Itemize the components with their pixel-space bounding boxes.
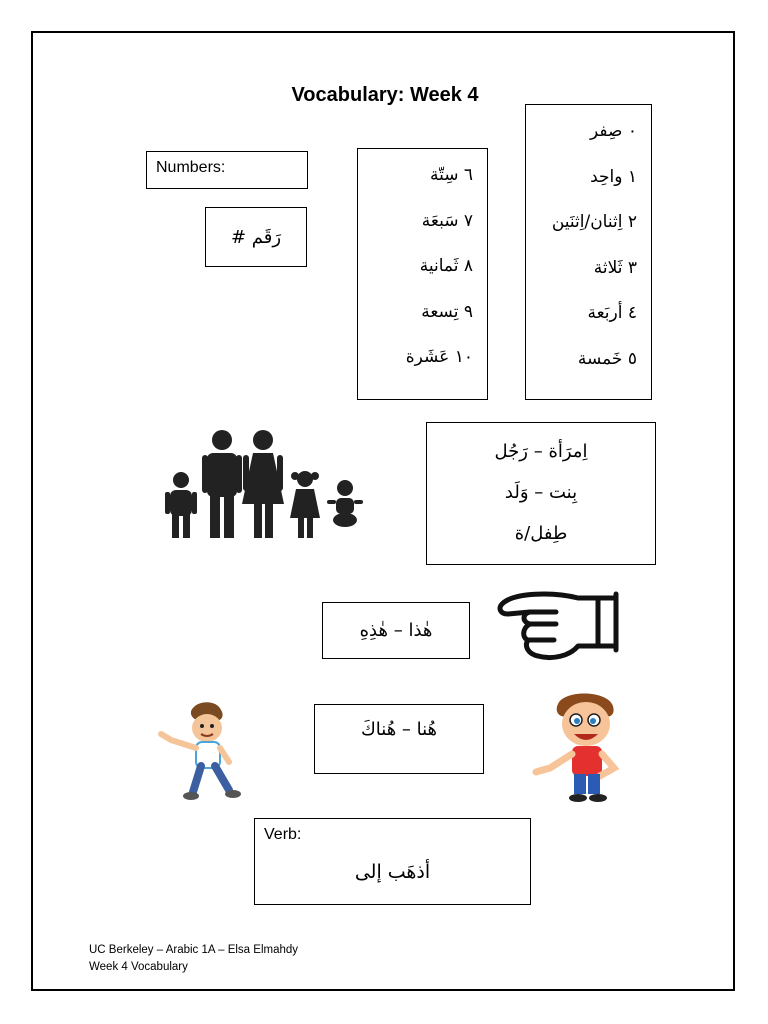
family-silhouette-icon <box>160 424 365 544</box>
numbers-6-10-box <box>357 148 488 400</box>
footer-line: UC Berkeley – Arabic 1A – Elsa Elmahdy <box>89 944 299 956</box>
number-item: ٥ خَمسة <box>577 348 637 369</box>
cartoon-boy-pointing <box>155 700 250 804</box>
family-word-line: اِمرَأة – رَجُل <box>494 441 588 462</box>
number-item: ٣ ثَلاثة <box>593 257 637 278</box>
cartoon-boy-presenting <box>530 688 640 804</box>
number-item: ٠ صِفر <box>590 121 637 141</box>
numbers-label-box <box>146 151 308 189</box>
numbers-label: Numbers: <box>156 159 226 176</box>
raqm-box <box>205 207 307 267</box>
family-word-line: طِفل/ة <box>514 523 568 544</box>
footer-line: Week 4 Vocabulary <box>89 961 188 973</box>
numbers-0-5-box <box>525 104 652 400</box>
number-item: ٨ ثَمانية <box>419 256 473 276</box>
raqm-text: رَقَم # <box>230 226 282 248</box>
family-word-line: بِنت – وَلَد <box>504 482 578 503</box>
family-words-box <box>426 422 656 565</box>
here-there-words-text: هُنا – هُناكَ <box>360 719 438 740</box>
number-item: ٢ اِثنان/اِثنَين <box>551 212 637 232</box>
number-item: ٤ أربَعة <box>587 303 637 323</box>
page-title: Vocabulary: Week 4 <box>291 84 479 106</box>
pointing-hand-icon <box>494 584 622 664</box>
number-item: ١ واحِد <box>590 166 637 187</box>
number-item: ١٠ عَشَرة <box>405 347 473 367</box>
this-words-text: هٰذا – هٰذِهِ <box>359 620 433 641</box>
here-there-words-box <box>314 704 484 774</box>
verb-text: أذهَب إلى <box>354 861 431 883</box>
this-words-box <box>322 602 470 659</box>
verb-box <box>254 818 531 905</box>
number-item: ٦ سِتّة <box>429 165 473 185</box>
verb-label: Verb: <box>264 826 302 843</box>
number-item: ٩ تِسعة <box>421 301 473 322</box>
number-item: ٧ سَبعَة <box>421 210 473 231</box>
